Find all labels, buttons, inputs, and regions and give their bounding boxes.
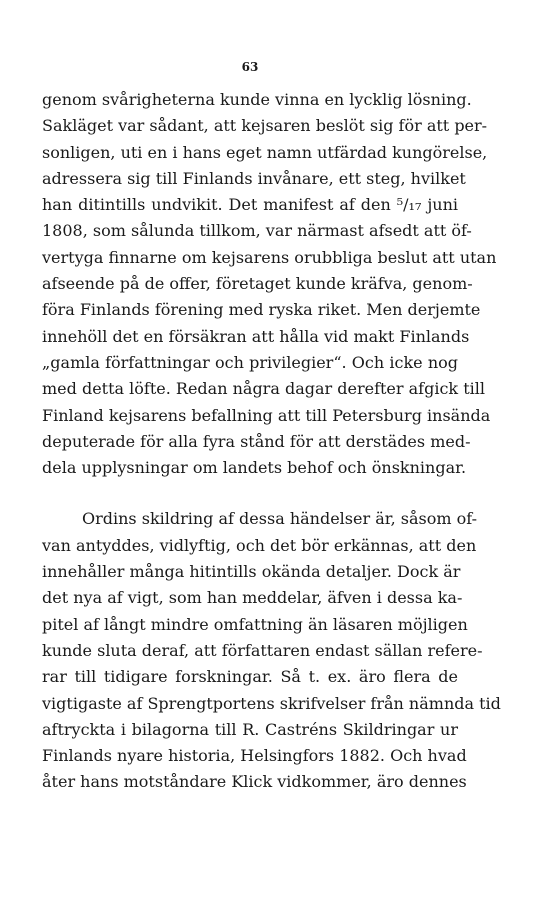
text-line: Finland kejsarens befallning att till Petersburg insända	[42, 405, 491, 425]
paragraph-2	[42, 506, 501, 795]
text-line: afseende på de offer, företaget kunde kräfva, genom-	[42, 274, 473, 294]
text-line: åter hans motståndare Klick vidkommer, äro dennes	[42, 772, 467, 792]
text-line: vigtigaste af Sprengtportens skrifvelser från nämnda tid	[42, 693, 501, 713]
text-line: det nya af vigt, som han meddelar, äfven i dessa ka-	[42, 588, 463, 608]
text-line: aftryckta i bilagorna till R. Castréns Skildringar ur	[42, 719, 458, 739]
text-line: innehåller många hitintills okända detaljer. Dock är	[42, 562, 461, 582]
text-line: Finlands nyare historia, Helsingfors 1882. Och hvad	[42, 746, 467, 766]
text-line: vertyga finnarne om kejsarens orubbliga beslut att utan	[42, 247, 497, 267]
text-line: genom svårigheterna kunde vinna en lycklig lösning.	[42, 90, 472, 109]
text-line: deputerade för alla fyra stånd för att derstädes med-	[42, 431, 471, 451]
text-line: innehöll det en försäkran att hålla vid makt Finlands	[42, 326, 470, 346]
text-line: han ditintills undvikit. Det manifest af den ⁵/₁₇ juni	[42, 195, 458, 215]
text-line: „gamla författningar och privilegier“. Och icke nog	[42, 352, 458, 372]
text-line: van antyddes, vidlyftig, och det bör erkännas, att den	[42, 535, 477, 555]
text-line: rar till tidigare forskningar. Så t. ex. äro flera de	[42, 667, 458, 687]
text-line: dela upplysningar om landets behof och önskningar.	[42, 458, 467, 478]
text-line: 1808, som sålunda tillkom, var närmast afsedt att öf-	[42, 221, 472, 241]
text-line: föra Finlands förening med ryska riket. Men derjemte	[42, 300, 481, 320]
text-line: kunde sluta deraf, att författaren endast sällan refere-	[42, 640, 483, 660]
text-line: Sakläget var sådant, att kejsaren beslöt sig för att per-	[42, 116, 488, 136]
page-number: 63	[241, 60, 259, 74]
text-line: pitel af långt mindre omfattning än läsaren möjligen	[42, 614, 468, 634]
text-line: adressera sig till Finlands invånare, ett steg, hvilket	[42, 168, 466, 188]
text-line: med detta löfte. Redan några dagar derefter afgick till	[42, 379, 485, 399]
paragraph-1	[42, 87, 497, 481]
text-line: sonligen, uti en i hans eget namn utfärdad kungörelse,	[42, 142, 488, 162]
document-page	[42, 60, 501, 796]
text-line: Ordins skildring af dessa händelser är, såsom of-	[82, 509, 478, 529]
